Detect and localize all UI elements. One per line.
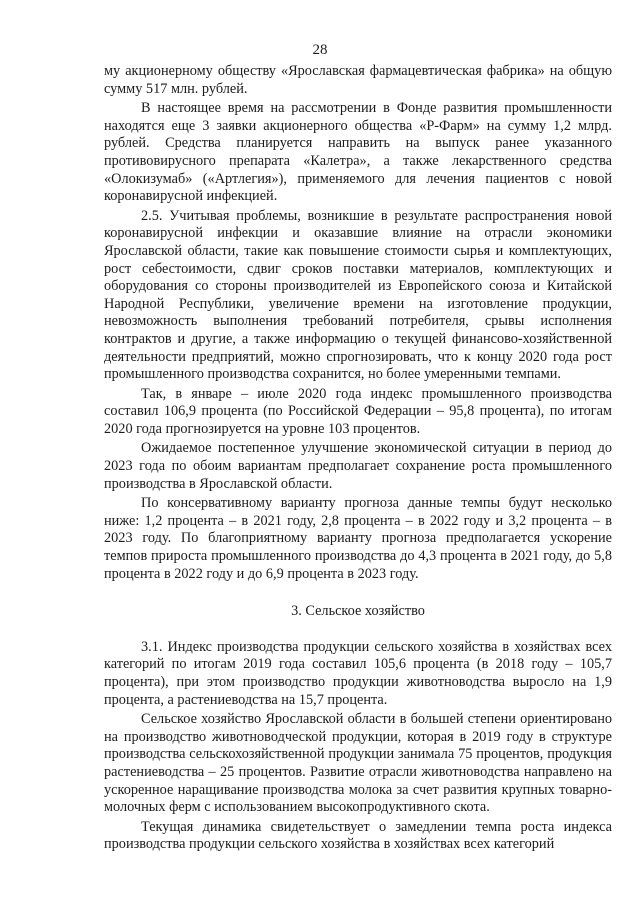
paragraph: Так, в январе – июле 2020 года индекс промышленного производства составил 106,9 процента (по Российской Федерации – 95,8 процента), по итогам 2020 года прогнозируется на уровне 103 процентов. [104,385,612,437]
paragraph: 3.1. Индекс производства продукции сельского хозяйства в хозяйствах всех категорий по итогам 2019 года составил 105,6 процента (в 2018 году – 105,7 процента), при этом производство продукции животноводства выросло на 1,9 процента, а растениеводства на 15,7 процента. [104,638,612,708]
document-body [104,63,612,854]
page-number: 28 [312,42,328,58]
paragraph: В настоящее время на рассмотрении в Фонде развития промышленности находятся еще 3 заявки акционерного общества «Р-Фарм» на сумму 1,2 млрд. рублей. Средства планируется направить на выпуск ранее указанного противовирусного препарата «Калетра», а также лекарственного средства «Олокизумаб» («Артлегия»), применяемого для лечения пациентов с новой коронавирусной инфекцией. [104,100,612,205]
paragraph: По консервативному варианту прогноза данные темпы будут несколько ниже: 1,2 процента – в 2021 году, 2,8 процента – в 2022 году и 3,2 процента – в 2023 году. По благоприятному варианту прогноза предполагается ускорение темпов прироста промышленного производства до 4,3 процента в 2021 году, до 5,8 процента в 2022 году и до 6,9 процента в 2023 году. [104,495,612,582]
paragraph: Ожидаемое постепенное улучшение экономической ситуации в период до 2023 года по обоим вариантам предполагает сохранение роста промышленного производства в Ярославской области. [104,440,612,492]
section-heading: 3. Сельское хозяйство [291,603,425,620]
paragraph: 2.5. Учитывая проблемы, возникшие в результате распространения новой коронавирусной инфекции и оказавшие влияние на отрасли экономики Ярославской области, такие как повышение стоимости сырья и комплектующих, рост себестоимости, сдвиг сроков поставки материалов, комплектующих и оборудования со стороны производителей из Европейского союза и Китайской Народной Республики, увеличение времени на изготовление продукции, невозможность выполнения требований потребителя, срывы исполнения контрактов и другие, а также информацию о текущей финансово-хозяйственной деятельности предприятий, можно спрогнозировать, что к концу 2020 года рост промышленного производства сохранится, но более умеренными темпами. [104,207,612,383]
paragraph: му акционерному обществу «Ярославская фармацевтическая фабрика» на общую сумму 517 млн. рублей. [104,63,612,97]
paragraph: Сельское хозяйство Ярославской области в большей степени ориентировано на производство животноводческой продукции, которая в 2019 году в структуре производства сельскохозяйственной продукции занимала 75 процентов, продукция растениеводства – 25 процентов. Развитие отрасли животноводства направлено на ускоренное наращивание производства молока за счет развития крупных товарно-молочных ферм с использованием высокопродуктивного скота. [104,711,612,816]
paragraph: Текущая динамика свидетельствует о замедлении темпа роста индекса производства продукции сельского хозяйства в хозяйствах всех категорий [104,818,612,853]
